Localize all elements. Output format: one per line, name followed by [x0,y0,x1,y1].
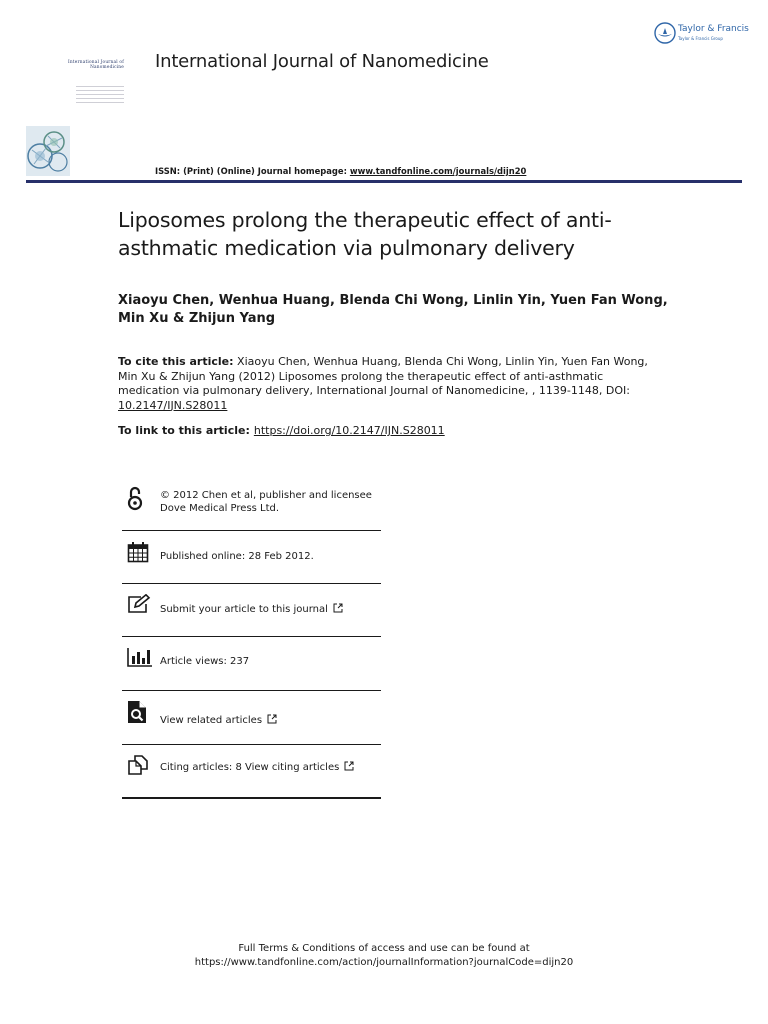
header-divider [26,180,742,183]
calendar-icon [127,541,149,563]
published-row [122,531,381,584]
cite-label: To cite this article: [118,355,234,368]
view-related-articles-link[interactable]: View related articles [160,714,277,728]
footer-terms-link[interactable]: https://www.tandfonline.com/action/journalInformation?journalCode=dijn20 [194,957,574,968]
submit-row[interactable] [122,584,381,637]
citation-block [118,355,663,413]
journal-title[interactable]: International Journal of Nanomedicine [155,51,489,72]
open-access-icon [127,486,143,512]
submit-article-link[interactable]: Submit your article to this journal [160,603,343,617]
footer-line-1: Full Terms & Conditions of access and use can be found at [238,943,530,954]
article-url-link[interactable]: https://doi.org/10.2147/IJN.S28011 [253,424,445,437]
external-link-icon [333,603,343,613]
published-date: Published online: 28 Feb 2012. [160,551,314,562]
related-row[interactable] [122,691,381,745]
views-row [122,637,381,691]
edit-icon [127,594,151,614]
publisher-logo[interactable] [654,22,754,46]
bar-chart-icon [127,647,153,667]
external-link-icon [344,761,354,771]
publisher-name: Taylor & Francis [678,24,749,34]
article-views: Article views: 237 [160,656,250,667]
cover-journal-name: International Journal of Nanomedicine [67,60,124,70]
publisher-group: Taylor & Francis Group [678,36,723,41]
citing-articles-icon [127,754,151,776]
article-title: Liposomes prolong the therapeutic effect of anti-asthmatic medication via pulmonary delivery [118,208,612,260]
citing-row[interactable] [122,745,381,799]
document-search-icon [127,700,147,724]
cite-text: Xiaoyu Chen, Wenhua Huang, Blenda Chi Wong, Linlin Yin, Yuen Fan Wong, Min Xu & Zhijun Yang (2012) Liposomes prolong the therapeutic effect of anti-asthmatic medication via pulmonary delivery, International Journal of Nanomedicine, , 1139-1148, DOI: [118,355,648,397]
cover-text-lines [76,86,124,106]
article-info-list [122,480,381,799]
taylor-francis-logo-icon [654,22,676,44]
link-to-article [118,424,445,437]
issn-text: ISSN: (Print) (Online) Journal homepage: [155,166,350,176]
citing-articles-link[interactable]: Citing articles: 8 View citing articles [160,761,354,775]
terms-footer [0,942,768,970]
nanostructure-image [26,126,70,176]
license-row [122,480,381,531]
journal-cover-thumbnail [46,56,128,178]
issn-line [155,166,526,176]
doi-link[interactable]: 10.2147/IJN.S28011 [118,398,228,412]
license-text: © 2012 Chen et al, publisher and licensee Dove Medical Press Ltd. [160,490,372,514]
external-link-icon [267,714,277,724]
journal-homepage-link[interactable]: www.tandfonline.com/journals/dijn20 [349,166,527,176]
article-authors: Xiaoyu Chen, Wenhua Huang, Blenda Chi Wong, Linlin Yin, Yuen Fan Wong, Min Xu & Zhijun Yang [118,293,668,326]
link-label: To link to this article: [118,424,250,437]
